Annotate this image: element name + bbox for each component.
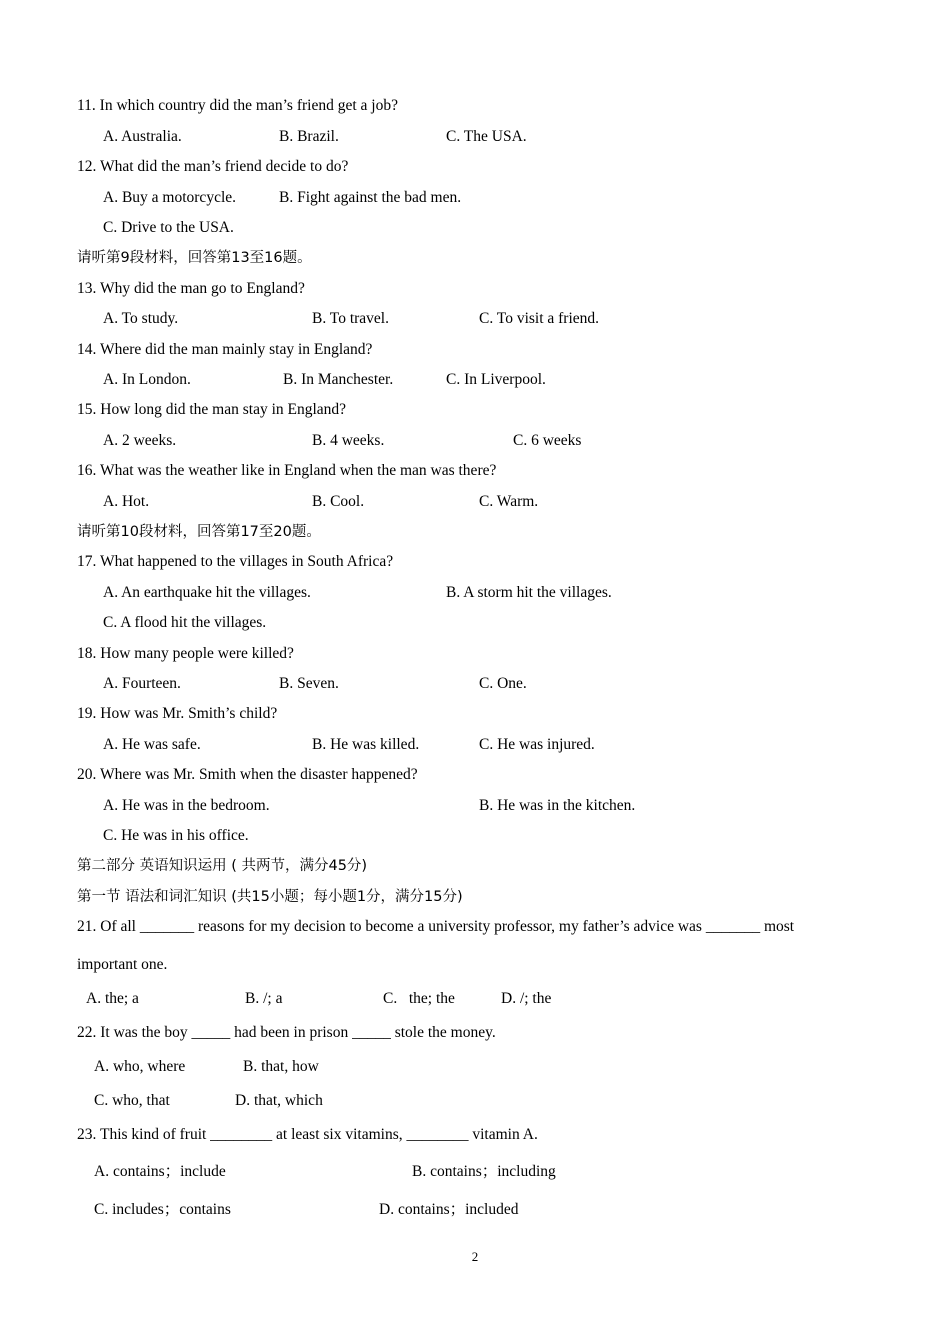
option-d: D. contains；included <box>379 1201 519 1218</box>
question-stem: 14. Where did the man mainly stay in England? <box>77 341 373 358</box>
option-a: A. An earthquake hit the villages. <box>103 584 311 601</box>
option-a: A. 2 weeks. <box>103 432 177 449</box>
question-stem: 18. How many people were killed? <box>77 645 294 662</box>
section-heading: 第一节 语法和词汇知识 (共15小题；每小题1分，满分15分) <box>77 889 463 905</box>
option-b: B. He was in the kitchen. <box>479 797 636 814</box>
question-stem: 22. It was the boy _____ had been in prison _____ stole the money. <box>77 1024 496 1041</box>
section-instruction: 请听第10段材料，回答第17至20题。 <box>77 524 321 540</box>
option-c: C. who, that <box>94 1092 170 1109</box>
option-b: B. /; a <box>245 990 283 1007</box>
option-c: C. Drive to the USA. <box>103 219 234 236</box>
question-stem: 17. What happened to the villages in South Africa? <box>77 553 394 570</box>
question-stem: 21. Of all _______ reasons for my decision to become a university professor, my father’s advice was _______ most <box>77 918 795 935</box>
option-d: D. /; the <box>501 990 552 1007</box>
option-c: C. In Liverpool. <box>446 371 546 388</box>
option-c: C. One. <box>479 675 527 692</box>
option-b: B. that, how <box>243 1058 319 1075</box>
question-stem: 11. In which country did the man’s friend get a job? <box>77 97 398 114</box>
page-number: 2 <box>471 1249 479 1264</box>
option-c: C. A flood hit the villages. <box>103 614 267 631</box>
option-c: C. He was in his office. <box>103 827 249 844</box>
option-a: A. Australia. <box>103 128 182 145</box>
option-a: A. In London. <box>103 371 191 388</box>
option-b: B. A storm hit the villages. <box>446 584 612 601</box>
option-a: A. Hot. <box>103 493 150 510</box>
question-stem-continued: important one. <box>77 956 168 973</box>
question-stem: 13. Why did the man go to England? <box>77 280 305 297</box>
question-stem: 16. What was the weather like in England when the man was there? <box>77 462 497 479</box>
question-stem: 20. Where was Mr. Smith when the disaster happened? <box>77 766 418 783</box>
option-a: A. who, where <box>94 1058 186 1075</box>
option-a: A. Buy a motorcycle. <box>103 189 237 206</box>
section-instruction: 请听第9段材料，回答第13至16题。 <box>77 250 312 266</box>
question-stem: 23. This kind of fruit ________ at least six vitamins, ________ vitamin A. <box>77 1126 538 1143</box>
question-stem: 19. How was Mr. Smith’s child? <box>77 705 278 722</box>
option-b: B. 4 weeks. <box>312 432 385 449</box>
option-a: A. He was in the bedroom. <box>103 797 270 814</box>
option-b: B. In Manchester. <box>283 371 394 388</box>
part-heading: 第二部分 英语知识运用 ( 共两节，满分45分) <box>77 858 368 874</box>
option-a: A. To study. <box>103 310 179 327</box>
option-d: D. that, which <box>235 1092 323 1109</box>
option-a: A. contains；include <box>94 1163 226 1180</box>
option-b: B. Cool. <box>312 493 365 510</box>
option-b: B. contains；including <box>412 1163 556 1180</box>
question-stem: 15. How long did the man stay in England? <box>77 401 347 418</box>
option-a: A. He was safe. <box>103 736 201 753</box>
option-b: B. Seven. <box>279 675 339 692</box>
option-b: B. To travel. <box>312 310 389 327</box>
option-b: B. Fight against the bad men. <box>279 189 462 206</box>
option-c: C. The USA. <box>446 128 527 145</box>
option-a: A. the; a <box>86 990 139 1007</box>
option-c: C. He was injured. <box>479 736 595 753</box>
option-c: C. 6 weeks <box>513 432 582 449</box>
option-a: A. Fourteen. <box>103 675 181 692</box>
option-c: C. To visit a friend. <box>479 310 600 327</box>
option-c: C. includes；contains <box>94 1201 231 1218</box>
option-b: B. He was killed. <box>312 736 420 753</box>
option-b: B. Brazil. <box>279 128 339 145</box>
option-c: C. the; the <box>383 990 455 1007</box>
option-c: C. Warm. <box>479 493 539 510</box>
question-stem: 12. What did the man’s friend decide to do? <box>77 158 349 175</box>
